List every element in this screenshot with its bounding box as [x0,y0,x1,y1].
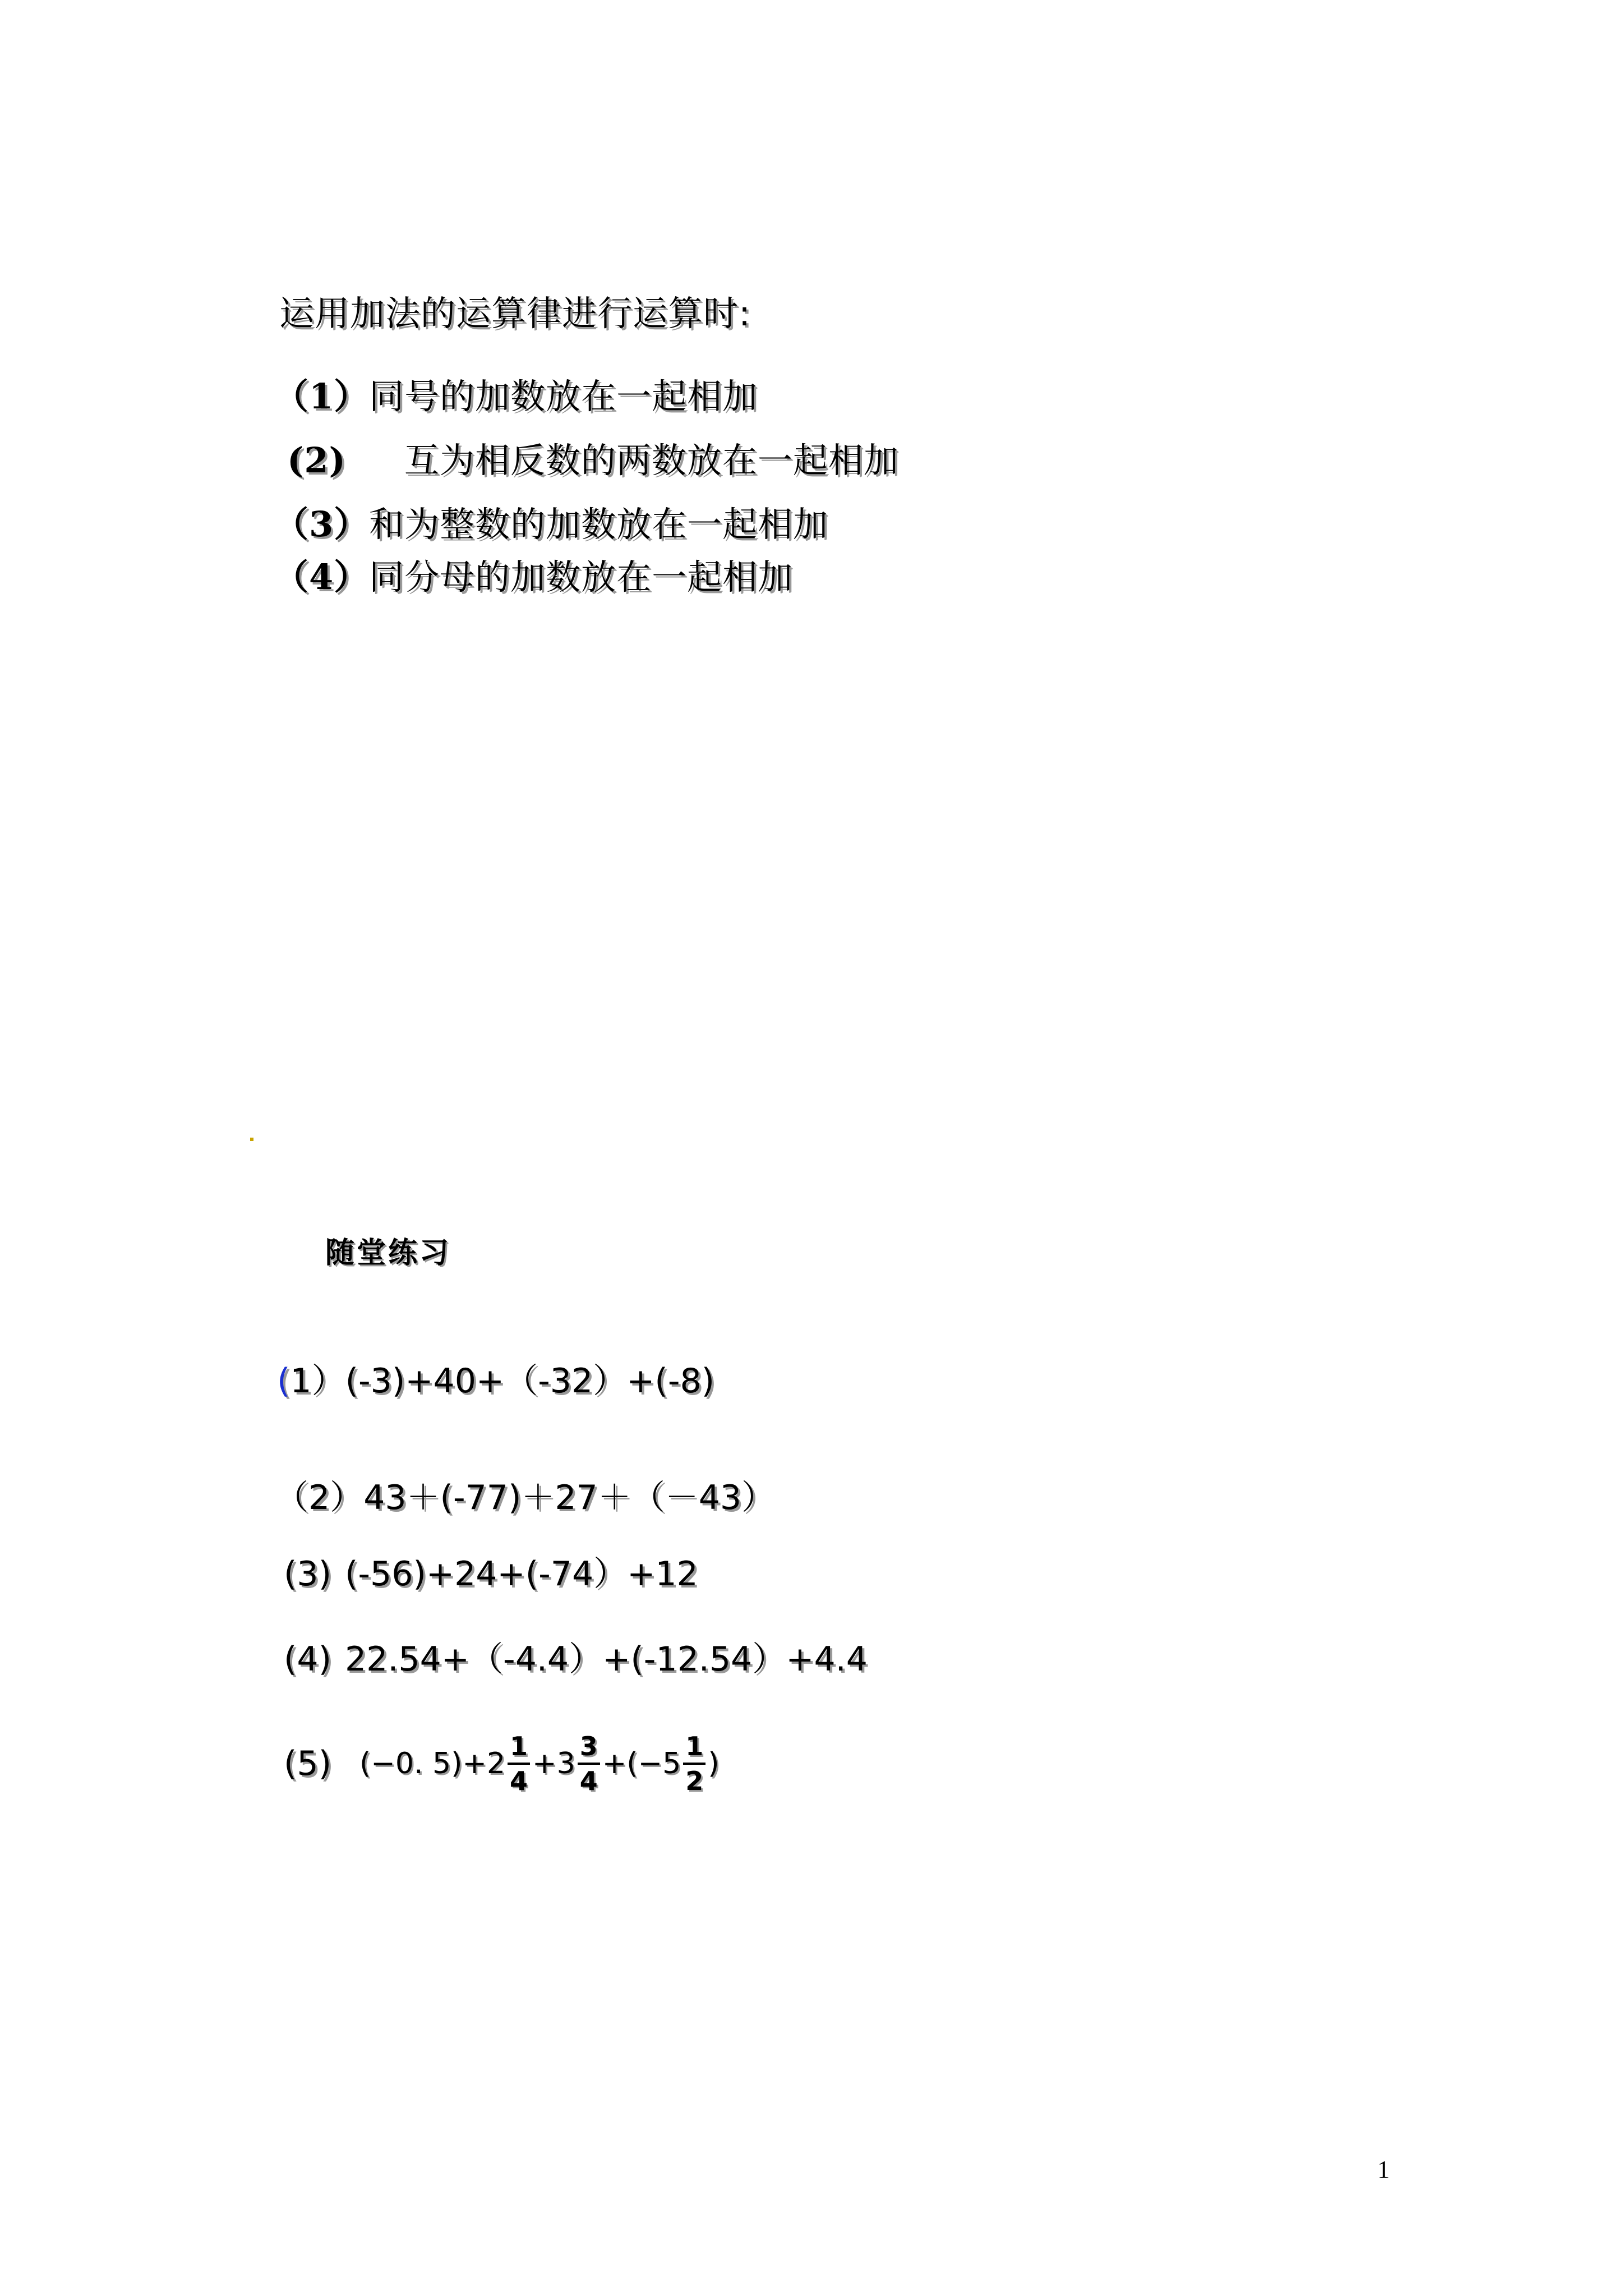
dot-marker [250,1138,253,1141]
rule-item-4-text: 同分母的加数放在一起相加 [369,556,794,597]
exercise-4 [284,1640,868,1679]
rule-item-3 [274,504,829,545]
exercise-2-label: （2） [275,1478,364,1517]
fraction-1-2 [683,1733,706,1794]
rule-item-3-text: 和为整数的加数放在一起相加 [369,504,829,545]
exercise-5-part-3: +(−5 [602,1747,681,1780]
rule-item-1 [274,376,758,417]
exercise-3 [284,1554,698,1594]
page-number: 1 [1377,2156,1390,2183]
exercise-2-expr: 43＋(-77)＋27＋（－43） [363,1478,776,1517]
exercise-1 [277,1361,715,1401]
fraction-1-denominator: 4 [508,1763,530,1794]
rule-item-1-label: （1） [274,376,370,417]
exercise-4-label: (4) [284,1640,331,1679]
fraction-3-4 [578,1733,600,1794]
exercise-2 [275,1478,776,1517]
rule-item-1-text: 同号的加数放在一起相加 [369,376,758,417]
exercise-1-open-paren: ( [277,1361,291,1401]
exercise-3-label: (3) [284,1554,331,1594]
exercise-5 [284,1733,720,1794]
rule-item-3-label: （3） [274,504,370,545]
fraction-3-denominator: 2 [683,1763,706,1794]
rules-heading: 运用加法的运算律进行运算时: [279,293,751,334]
fraction-1-numerator: 1 [510,1731,528,1761]
fraction-2-denominator: 4 [578,1763,600,1794]
exercise-5-part-2: +3 [532,1747,575,1780]
exercise-1-expr: (-3)+40+（-32）+(-8) [345,1361,715,1401]
exercise-3-expr: (-56)+24+(-74）+12 [345,1554,698,1594]
fraction-3-numerator: 1 [685,1731,704,1761]
exercise-1-label: 1） [290,1361,345,1401]
rule-item-2-text: 互为相反数的两数放在一起相加 [404,440,899,481]
rule-item-2-label: (2) [287,440,346,481]
rule-item-2 [287,440,899,481]
exercise-4-expr: 22.54+（-4.4）+(-12.54）+4.4 [345,1640,868,1679]
exercise-5-label: (5) [284,1744,331,1783]
fraction-2-numerator: 3 [579,1731,598,1761]
practice-title: 随堂练习 [325,1236,451,1270]
exercise-5-part-1: (−0. 5)+2 [359,1747,506,1780]
rule-item-4-label: （4） [274,556,370,597]
fraction-1-4 [508,1733,530,1794]
rule-item-4 [274,556,794,597]
exercise-5-part-4: ) [708,1747,720,1780]
